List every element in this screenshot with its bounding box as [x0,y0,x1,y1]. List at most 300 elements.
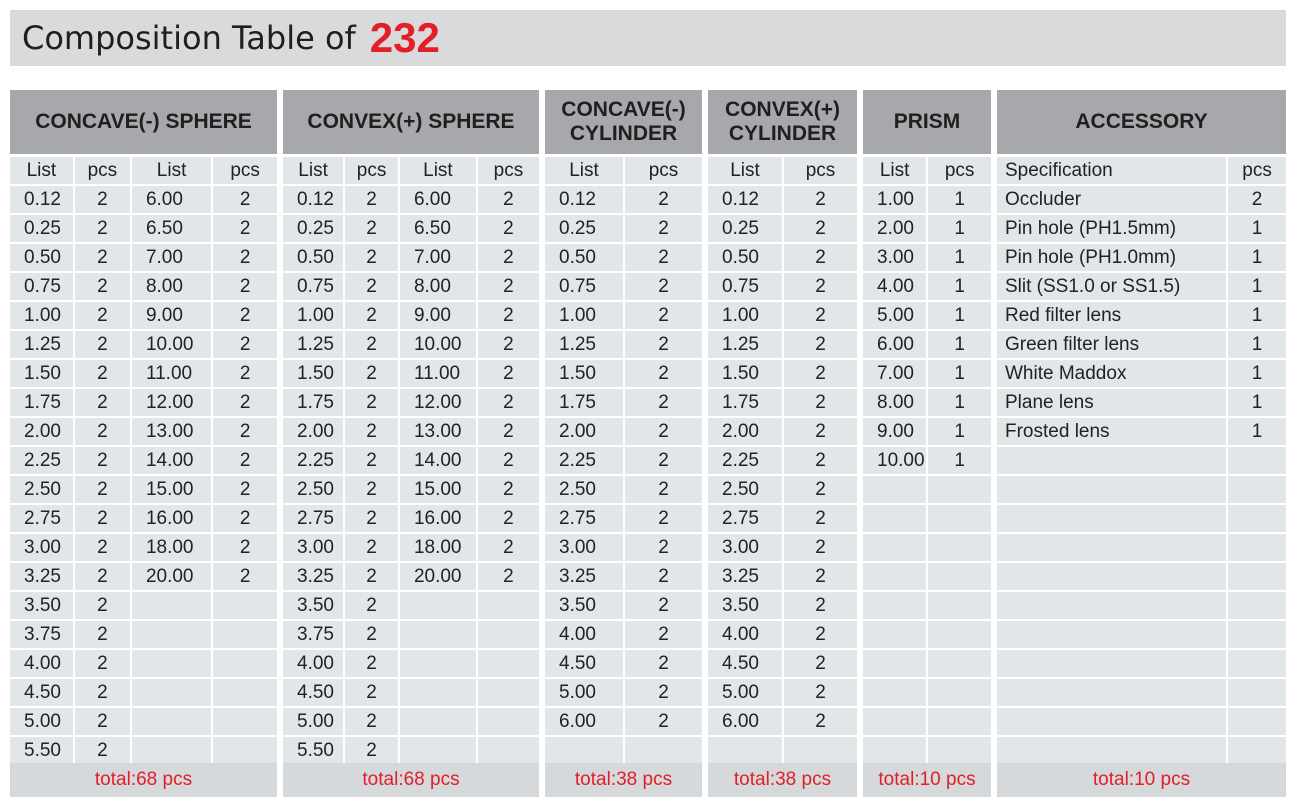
table-row [283,505,539,532]
pcs-cell: 2 [784,215,857,242]
list-value-cell: 1.25 [545,331,625,358]
list-value-cell: 6.00 [863,331,928,358]
table-row [545,650,702,677]
list-value-cell [400,737,478,764]
list-value-cell: 0.75 [708,273,784,300]
table-row [283,447,539,474]
list-value-cell: 2.50 [10,476,75,503]
list-value-cell: 9.00 [132,302,213,329]
table-row [708,708,857,735]
table-row [10,331,277,358]
list-value-cell: 1.75 [545,389,625,416]
specification-cell [997,534,1228,561]
pcs-cell: 2 [213,302,277,329]
table-row [997,331,1286,358]
pcs-cell: 2 [75,360,132,387]
specification-cell [997,505,1228,532]
section-convex-cylinder [708,90,857,766]
list-value-cell: 0.12 [545,186,625,213]
table-row [545,302,702,329]
pcs-cell: 2 [75,476,132,503]
list-value-cell: 16.00 [400,505,478,532]
list-value-cell [863,737,928,764]
pcs-cell: 2 [75,679,132,706]
list-value-cell: 4.00 [283,650,345,677]
list-value-cell: 2.75 [10,505,75,532]
list-value-cell: 6.00 [132,186,213,213]
section-header: CONCAVE(-) CYLINDER [545,90,702,154]
list-value-cell: 0.50 [708,244,784,271]
pcs-cell [928,737,991,764]
table-row [283,273,539,300]
pcs-cell: 2 [625,302,702,329]
pcs-cell: 2 [345,215,400,242]
pcs-cell: 2 [345,621,400,648]
table-row [10,360,277,387]
pcs-cell: 2 [784,447,857,474]
table-row [10,476,277,503]
pcs-cell [1228,476,1286,503]
table-row [10,650,277,677]
pcs-cell: 2 [75,302,132,329]
pcs-cell [478,621,539,648]
pcs-cell: 1 [928,215,991,242]
table-row [283,679,539,706]
column-header: pcs [213,157,277,184]
list-value-cell: 4.50 [10,679,75,706]
table-row [863,505,991,532]
pcs-cell: 2 [213,534,277,561]
table-row [283,476,539,503]
column-header: List [708,157,784,184]
pcs-cell [1228,679,1286,706]
pcs-cell: 1 [1228,389,1286,416]
pcs-cell: 2 [345,737,400,764]
pcs-cell [928,505,991,532]
column-header: pcs [928,157,991,184]
pcs-cell: 2 [478,273,539,300]
pcs-cell [1228,534,1286,561]
specification-cell: Occluder [997,186,1228,213]
total-concave-sphere: total:68 pcs [10,763,277,797]
pcs-cell [928,534,991,561]
specification-cell [997,679,1228,706]
list-value-cell [863,650,928,677]
list-value-cell: 3.50 [545,592,625,619]
list-value-cell: 1.25 [708,331,784,358]
composition-table [283,155,539,766]
pcs-cell: 2 [345,360,400,387]
pcs-cell: 2 [345,534,400,561]
pcs-cell: 2 [625,360,702,387]
pcs-cell: 1 [928,360,991,387]
list-value-cell: 7.00 [863,360,928,387]
list-value-cell [863,592,928,619]
list-value-cell: 8.00 [400,273,478,300]
pcs-cell: 1 [1228,244,1286,271]
pcs-cell: 2 [784,244,857,271]
pcs-cell [1228,708,1286,735]
table-row [283,592,539,619]
column-header: pcs [784,157,857,184]
table-row [10,447,277,474]
pcs-cell: 1 [1228,418,1286,445]
pcs-cell: 2 [75,708,132,735]
pcs-cell [928,708,991,735]
pcs-cell [478,737,539,764]
pcs-cell: 2 [625,273,702,300]
table-row [997,650,1286,677]
section-convex-sphere [283,90,539,766]
pcs-cell: 2 [625,476,702,503]
pcs-cell: 2 [625,418,702,445]
pcs-cell: 1 [1228,302,1286,329]
section-header: CONVEX(+) CYLINDER [708,90,857,154]
list-value-cell: 3.00 [283,534,345,561]
section-header: CONCAVE(-) SPHERE [10,90,277,154]
table-row [545,215,702,242]
list-value-cell: 4.50 [283,679,345,706]
pcs-cell: 2 [345,302,400,329]
pcs-cell: 2 [478,505,539,532]
composition-table [997,155,1286,766]
list-value-cell: 2.00 [708,418,784,445]
list-value-cell [132,708,213,735]
pcs-cell [928,563,991,590]
list-value-cell: 9.00 [863,418,928,445]
pcs-cell: 2 [784,563,857,590]
pcs-cell: 2 [213,331,277,358]
pcs-cell: 1 [928,273,991,300]
pcs-cell [784,737,857,764]
table-row [283,389,539,416]
table-row [545,592,702,619]
section-header: PRISM [863,90,991,154]
pcs-cell: 2 [213,476,277,503]
table-row [863,650,991,677]
table-row [997,505,1286,532]
list-value-cell: 1.75 [283,389,345,416]
table-row [545,534,702,561]
table-row [545,505,702,532]
pcs-cell: 2 [345,708,400,735]
pcs-cell: 2 [213,505,277,532]
list-value-cell: 4.50 [708,650,784,677]
list-value-cell [863,534,928,561]
table-row [545,447,702,474]
table-row [708,302,857,329]
table-row [708,447,857,474]
table-row [283,186,539,213]
list-value-cell: 3.25 [10,563,75,590]
pcs-cell: 2 [345,273,400,300]
table-row [863,244,991,271]
list-value-cell: 3.50 [708,592,784,619]
table-row [283,331,539,358]
list-value-cell: 1.50 [708,360,784,387]
pcs-cell: 1 [1228,215,1286,242]
pcs-cell: 2 [75,273,132,300]
list-value-cell: 3.25 [708,563,784,590]
pcs-cell: 2 [625,679,702,706]
pcs-cell: 2 [345,447,400,474]
table-row [545,389,702,416]
column-header: List [863,157,928,184]
table-row [545,563,702,590]
table-row [708,331,857,358]
total-convex-cylinder: total:38 pcs [708,763,857,797]
table-row [10,708,277,735]
pcs-cell [928,476,991,503]
list-value-cell [400,650,478,677]
pcs-cell [1228,650,1286,677]
specification-cell [997,447,1228,474]
list-value-cell: 6.00 [708,708,784,735]
table-row [10,186,277,213]
list-value-cell: 1.75 [10,389,75,416]
table-row [997,244,1286,271]
pcs-cell: 2 [213,186,277,213]
table-row [997,563,1286,590]
table-row [708,679,857,706]
list-value-cell: 2.00 [545,418,625,445]
specification-cell: Slit (SS1.0 or SS1.5) [997,273,1228,300]
pcs-cell: 2 [784,273,857,300]
list-value-cell: 5.00 [545,679,625,706]
table-row [997,389,1286,416]
column-header: Specification [997,157,1228,184]
list-value-cell: 20.00 [400,563,478,590]
table-row [863,447,991,474]
pcs-cell: 2 [345,679,400,706]
table-row [708,360,857,387]
table-row [708,563,857,590]
list-value-cell [545,737,625,764]
specification-cell [997,737,1228,764]
list-value-cell [863,505,928,532]
section-header: ACCESSORY [997,90,1286,154]
list-value-cell [400,679,478,706]
column-header: List [132,157,213,184]
table-row [545,679,702,706]
composition-table [863,155,991,766]
list-value-cell: 0.50 [10,244,75,271]
list-value-cell: 2.00 [10,418,75,445]
table-row [997,534,1286,561]
pcs-cell: 2 [75,186,132,213]
pcs-cell: 2 [478,563,539,590]
table-row [863,534,991,561]
pcs-cell: 1 [928,389,991,416]
pcs-cell [213,621,277,648]
pcs-cell: 2 [75,621,132,648]
list-value-cell: 5.00 [708,679,784,706]
table-row [863,389,991,416]
pcs-cell: 2 [75,737,132,764]
table-row [997,447,1286,474]
pcs-cell: 2 [784,476,857,503]
list-value-cell [863,708,928,735]
table-row [863,708,991,735]
pcs-cell: 2 [345,592,400,619]
list-value-cell: 1.00 [708,302,784,329]
list-value-cell: 0.12 [283,186,345,213]
pcs-cell: 1 [928,186,991,213]
table-row [283,418,539,445]
table-row [545,737,702,764]
pcs-cell: 2 [213,389,277,416]
table-row [708,650,857,677]
table-row [10,534,277,561]
pcs-cell: 2 [784,505,857,532]
section-prism [863,90,991,766]
specification-cell [997,650,1228,677]
table-row [10,389,277,416]
list-value-cell: 7.00 [132,244,213,271]
list-value-cell: 10.00 [863,447,928,474]
list-value-cell: 2.50 [545,476,625,503]
column-header: pcs [1228,157,1286,184]
list-value-cell: 18.00 [400,534,478,561]
pcs-cell: 2 [345,418,400,445]
list-value-cell: 5.00 [283,708,345,735]
list-value-cell: 11.00 [400,360,478,387]
column-header: pcs [478,157,539,184]
list-value-cell: 1.50 [10,360,75,387]
table-row [863,563,991,590]
list-value-cell: 0.75 [10,273,75,300]
list-value-cell: 5.00 [863,302,928,329]
table-row [545,418,702,445]
table-row [283,708,539,735]
table-row [863,418,991,445]
pcs-cell: 2 [625,331,702,358]
list-value-cell [863,476,928,503]
total-convex-sphere: total:68 pcs [283,763,539,797]
list-value-cell: 4.00 [10,650,75,677]
section-accessory [997,90,1286,766]
pcs-cell: 2 [75,505,132,532]
pcs-cell: 2 [478,476,539,503]
pcs-cell [213,592,277,619]
section-header: CONVEX(+) SPHERE [283,90,539,154]
pcs-cell: 2 [213,563,277,590]
specification-cell: Pin hole (PH1.0mm) [997,244,1228,271]
table-row [10,302,277,329]
list-value-cell: 7.00 [400,244,478,271]
section-concave-sphere [10,90,277,766]
list-value-cell: 4.00 [863,273,928,300]
table-row [997,360,1286,387]
table-row [863,737,991,764]
list-value-cell: 5.50 [10,737,75,764]
pcs-cell [928,679,991,706]
list-value-cell: 0.75 [283,273,345,300]
table-row [863,215,991,242]
pcs-cell: 1 [928,244,991,271]
pcs-cell: 1 [1228,360,1286,387]
table-row [545,186,702,213]
table-row [545,621,702,648]
table-row [708,621,857,648]
table-row [708,186,857,213]
pcs-cell [1228,563,1286,590]
pcs-cell: 2 [75,563,132,590]
pcs-cell: 2 [478,186,539,213]
list-value-cell: 0.12 [10,186,75,213]
pcs-cell: 2 [625,621,702,648]
list-value-cell: 1.00 [10,302,75,329]
pcs-cell: 2 [478,389,539,416]
table-row [10,621,277,648]
list-value-cell: 3.00 [863,244,928,271]
pcs-cell: 2 [75,389,132,416]
composition-table [708,155,857,766]
table-row [10,505,277,532]
table-row [863,621,991,648]
list-value-cell: 0.25 [10,215,75,242]
list-value-cell: 20.00 [132,563,213,590]
pcs-cell [213,679,277,706]
list-value-cell: 0.12 [708,186,784,213]
table-row [283,244,539,271]
table-row [997,273,1286,300]
pcs-cell [1228,592,1286,619]
column-header-row [997,157,1286,184]
column-header-row [283,157,539,184]
list-value-cell [863,621,928,648]
table-row [10,244,277,271]
list-value-cell: 10.00 [132,331,213,358]
table-row [545,273,702,300]
table-row [545,476,702,503]
pcs-cell: 2 [478,418,539,445]
pcs-cell: 2 [75,650,132,677]
table-row [545,708,702,735]
pcs-cell: 2 [1228,186,1286,213]
column-header: pcs [75,157,132,184]
list-value-cell: 2.00 [283,418,345,445]
pcs-cell: 2 [75,592,132,619]
table-row [997,737,1286,764]
column-header: List [283,157,345,184]
column-header: pcs [345,157,400,184]
specification-cell: White Maddox [997,360,1228,387]
pcs-cell: 1 [928,302,991,329]
list-value-cell [132,650,213,677]
list-value-cell: 13.00 [132,418,213,445]
specification-cell [997,476,1228,503]
pcs-cell [478,679,539,706]
section-concave-cylinder [545,90,702,766]
pcs-cell: 2 [784,418,857,445]
list-value-cell: 1.50 [545,360,625,387]
list-value-cell [708,737,784,764]
column-header-row [10,157,277,184]
pcs-cell: 2 [625,215,702,242]
table-row [708,273,857,300]
pcs-cell: 2 [478,360,539,387]
pcs-cell: 2 [625,650,702,677]
pcs-cell: 1 [928,418,991,445]
list-value-cell: 12.00 [132,389,213,416]
specification-cell: Pin hole (PH1.5mm) [997,215,1228,242]
table-row [283,534,539,561]
pcs-cell: 2 [75,244,132,271]
pcs-cell: 2 [625,708,702,735]
list-value-cell: 2.50 [708,476,784,503]
table-row [997,708,1286,735]
